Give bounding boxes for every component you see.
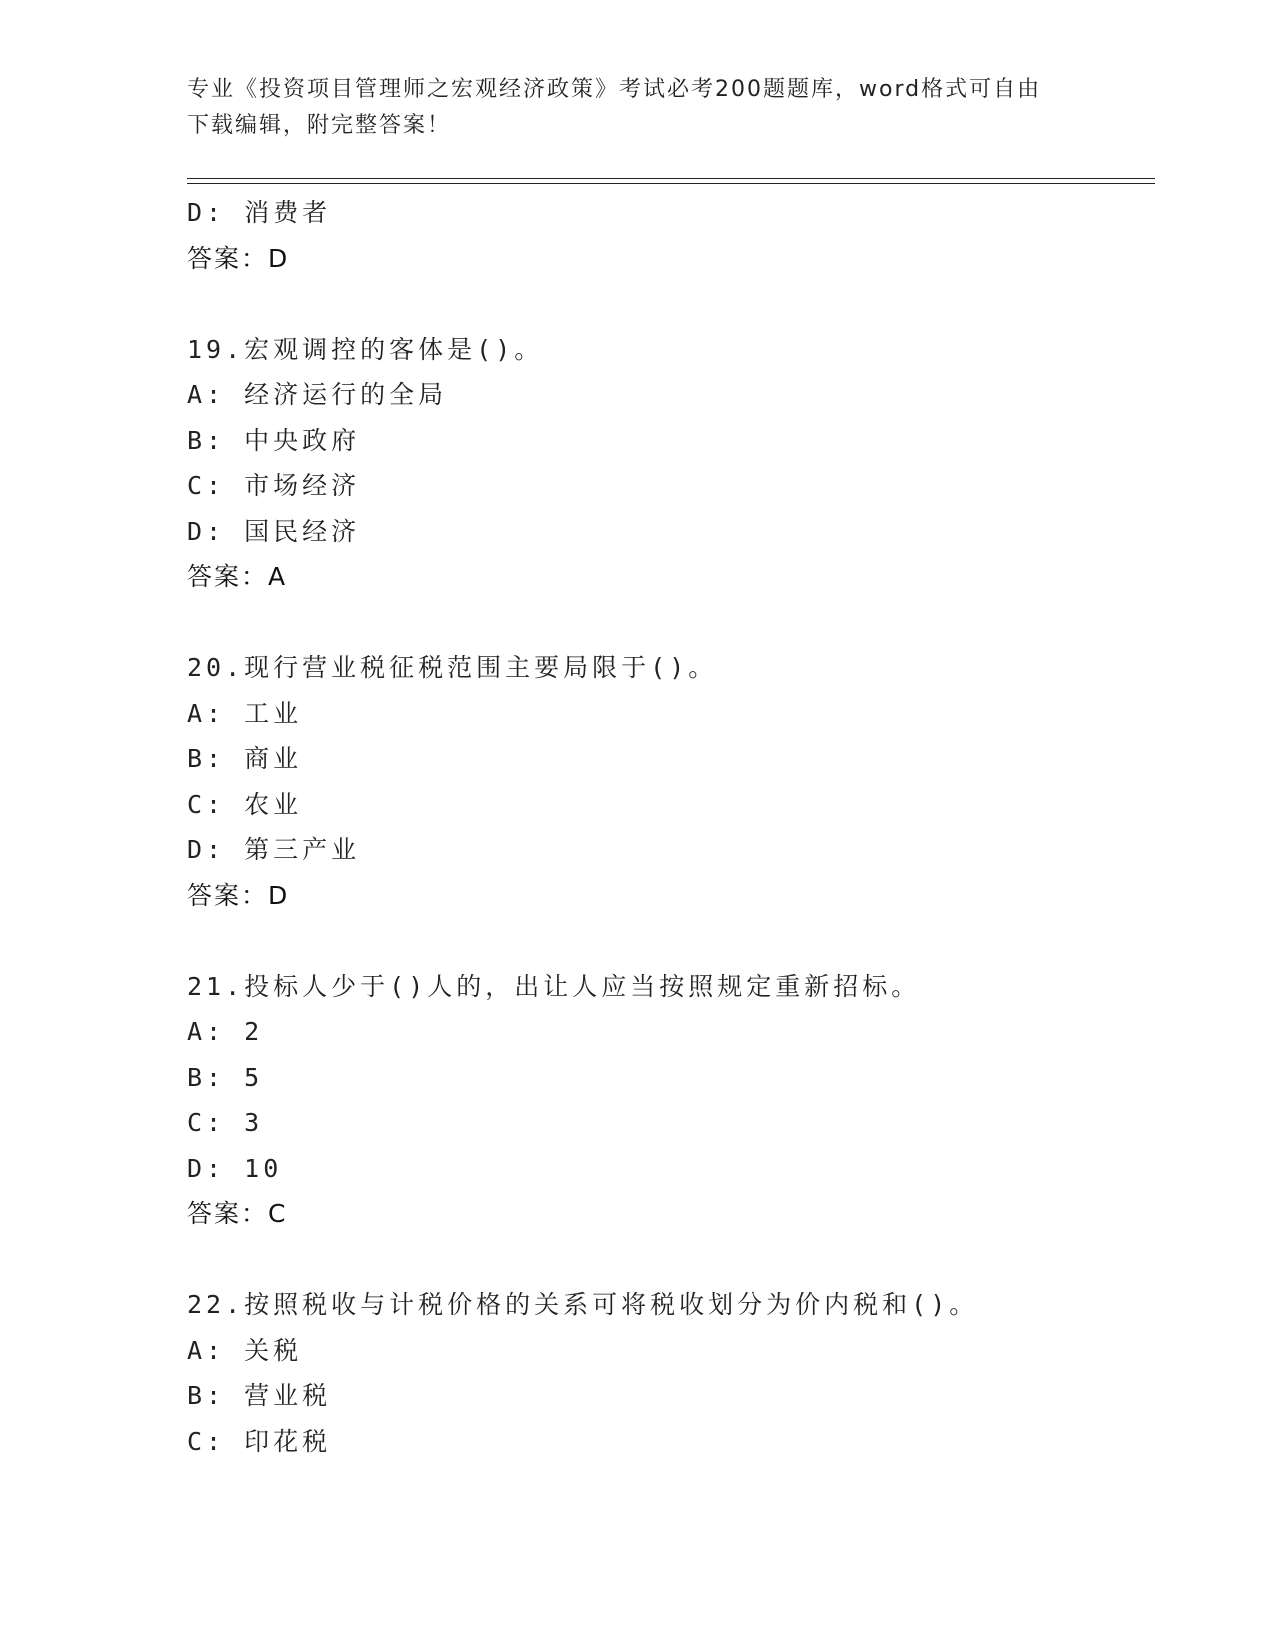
question-stem: 19.宏观调控的客体是()。 (187, 334, 544, 364)
spacer (187, 918, 1127, 964)
question-20 (187, 645, 1127, 918)
answer-line: 答案：D (187, 243, 290, 273)
header-line-1: 专业《投资项目管理师之宏观经济政策》考试必考200题题库，word格式可自由 (187, 77, 1042, 102)
option-d: D: 第三产业 (187, 835, 361, 864)
question-stem: 21.投标人少于()人的，出让人应当按照规定重新招标。 (187, 971, 921, 1001)
option-c: C: 印花税 (187, 1426, 332, 1456)
answer-line: 答案：C (187, 1199, 288, 1228)
header-rule-top (187, 178, 1155, 179)
option-b: B: 营业税 (187, 1381, 332, 1410)
header-rule-bottom (187, 183, 1155, 184)
spacer (187, 1237, 1127, 1283)
answer-line: 答案：D (187, 880, 290, 910)
option-a: A: 工业 (187, 698, 303, 728)
question-stem: 22.按照税收与计税价格的关系可将税收划分为价内税和()。 (187, 1290, 979, 1319)
option-b: B: 商业 (187, 744, 303, 773)
question-stem: 20.现行营业税征税范围主要局限于()。 (187, 653, 718, 682)
option-d: D: 国民经济 (187, 516, 361, 546)
option-c: C: 3 (187, 1108, 264, 1137)
option-b: B: 中央政府 (187, 425, 361, 455)
option-d: D: 消费者 (187, 198, 332, 227)
option-b: B: 5 (187, 1062, 264, 1092)
option-c: C: 市场经济 (187, 471, 361, 500)
question-22 (187, 1282, 1127, 1464)
question-21 (187, 964, 1127, 1237)
option-a: A: 关税 (187, 1335, 303, 1365)
answer-line: 答案：A (187, 562, 288, 591)
spacer (187, 600, 1127, 646)
question-list (187, 190, 1127, 1464)
spacer (187, 281, 1127, 327)
option-c: C: 农业 (187, 789, 303, 819)
option-a: A: 经济运行的全局 (187, 380, 448, 409)
page-header (187, 72, 1067, 144)
header-line-2: 下载编辑，附完整答案！ (187, 113, 452, 138)
question-19 (187, 327, 1127, 600)
option-d: D: 10 (187, 1153, 283, 1183)
previous-question-tail (187, 190, 1127, 281)
option-a: A: 2 (187, 1017, 264, 1046)
